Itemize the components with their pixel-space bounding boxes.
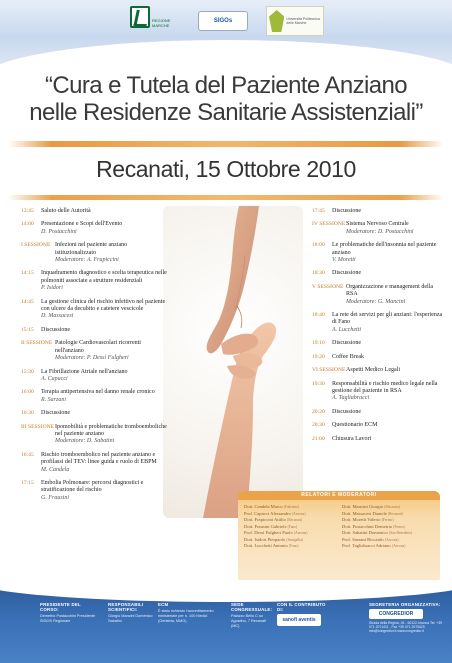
program-entry [21, 424, 169, 446]
program-entry [21, 340, 169, 362]
speaker-city: (Fano) [287, 524, 298, 529]
program-time: 18:40 [312, 312, 325, 319]
program-time: 15:15 [21, 326, 34, 333]
ecm-body: È stato richiesto l'accreditamento ministeriale per n. 100 Medici (Geriatria, MMG) [158, 609, 214, 623]
orange-divider-top [8, 141, 444, 147]
program-title: Terapia antipertensiva nel danno renale cronico [41, 389, 155, 396]
program-time: 20:30 [312, 422, 325, 429]
program-speaker: A. Capucci [41, 375, 68, 382]
presidente-body: Demetrio Postacchini Presidente SIGOS Regionale [40, 614, 96, 623]
responsabili-body: Giorgio Mancini Domenico Sabatini [108, 614, 153, 623]
program-title: Aspetti Medico Legali [346, 367, 400, 374]
program-time: 21:00 [312, 435, 325, 442]
footer-contributo [277, 602, 327, 626]
program-title: Questionario ECM [332, 422, 378, 429]
program-title: La gestione clinica del rischio infettivo nel paziente con ulcere da decubito e catetere vescicole [41, 298, 166, 313]
speakers-column-2 [342, 504, 434, 550]
program-time: IV SESSIONE [312, 221, 346, 228]
speaker-name: Dott. Sabatini Domenico [342, 530, 388, 535]
footer-responsabili [108, 602, 154, 624]
program-time: I SESSIONE [21, 242, 51, 249]
program-title: Embolia Polmonare: percorsi diagnostici e stratificazione del rischio [41, 479, 144, 494]
program-title: Rischio tromboembolico nel paziente anziano e profilassi del TEV: linee guida e ruolo di EBPM [41, 451, 157, 466]
sede-heading: SEDE CONGRESSUALE: [231, 602, 273, 612]
program-entry [312, 312, 446, 334]
speaker-city: (Macerata) [384, 505, 401, 509]
program-title: Inquadramento diagnostico e scelta terapeutica nelle polmoniti associate a strutture residenziali [41, 270, 167, 284]
program-time: 19:20 [312, 353, 325, 360]
program-title: Responsabilità e rischio medico legale nella gestione del paziente in RSA [332, 380, 438, 394]
program-entry [21, 452, 169, 474]
program-speaker: D. Massacesi [41, 313, 74, 320]
program-time: V SESSIONE [312, 283, 344, 290]
speaker-name: Dott. Massacesi Daniele [342, 510, 387, 516]
footer-banner [0, 590, 452, 663]
speaker-name: Prof. Capucci Alessandro [244, 510, 291, 516]
program-entry [312, 270, 446, 277]
program-title: Discussione [332, 408, 361, 415]
program-title: Coffee Break [332, 353, 365, 360]
footer-swoosh [0, 580, 452, 602]
speaker-name: Dott. Candela Marco [244, 504, 283, 509]
program-entry [312, 409, 446, 416]
program-entry [21, 208, 169, 215]
speaker-item [342, 543, 434, 550]
presidente-heading: PRESIDENTE DEL CORSO: [40, 602, 81, 612]
program-title: Presentazione e Scopi dell'Evento [41, 221, 123, 228]
program-title: La rete dei servizi per gli anziani: l'esperienza di Fano [332, 312, 443, 326]
holding-hands-photo [163, 206, 303, 518]
speaker-name: Dott. Frausini Gabriele [244, 523, 287, 529]
program-entry [312, 367, 446, 374]
program-title: Discussione [332, 270, 361, 277]
sigos-logo [198, 6, 248, 31]
program-title: Chiusura Lavori [332, 435, 372, 442]
program-title: Organizzazione e management della RSA [346, 283, 434, 298]
program-speaker: D. Postacchini [41, 228, 77, 235]
speaker-name: Dott. Postacchini Demetrio [342, 523, 393, 529]
speakers-box [238, 491, 440, 583]
speaker-name: Dott. Mancini Giorgio [342, 504, 384, 509]
program-left-column [21, 208, 169, 508]
program-speaker: A. Lucchetti [332, 326, 361, 333]
program-time: 14:00 [21, 221, 34, 228]
program-title: Discussione [332, 340, 361, 347]
regione-marche-emblem-icon [130, 6, 150, 28]
program-time: 17:15 [21, 479, 34, 486]
program-entry [312, 340, 446, 347]
program-title: Patologie Cardiovascolari ricorrenti nell'anziano [55, 340, 141, 354]
program-entry [312, 381, 446, 403]
program-entry [312, 284, 446, 306]
speaker-city: (Ancona) [384, 537, 399, 542]
title-line-1: “Cura e Tutela del Paziente Anziano [45, 72, 407, 99]
contributo-heading: CON IL CONTRIBUTO DI: [277, 602, 326, 612]
speaker-name: Dott. Moretti Valerio [342, 517, 381, 522]
footer-ecm [158, 602, 214, 623]
program-speaker: Moderatore: D. Postacchini [346, 228, 414, 235]
program-title: Discussione [41, 410, 70, 417]
program-time: 18:30 [312, 270, 325, 277]
program-speaker: M. Candela [41, 466, 70, 473]
speaker-city: (Fabriano) [283, 505, 299, 509]
program-speaker: Moderatore: D. Sabatini [55, 438, 115, 445]
program-entry [312, 221, 446, 236]
program-entry [21, 221, 169, 236]
speaker-name: Dott. Isidori Pierpaolo [244, 536, 286, 542]
congredior-logo: CONGREDIOR [369, 609, 423, 619]
university-text: Università Politecnica delle Marche [286, 17, 320, 25]
program-title: Sistema Nervoso Centrale [346, 221, 409, 228]
program-time: 20:20 [312, 408, 325, 415]
sede-body: Palazzo Bello C.so Agostino, 7 Recanati (MC) [231, 614, 267, 628]
speaker-city: (Recanati) [287, 518, 303, 522]
speaker-name: Dott. Frapiccini Attilio [244, 517, 286, 522]
program-title: Infezioni nel paziente anziano istituzionalizzato [55, 242, 128, 256]
footer-sede [231, 602, 271, 628]
program-title: Ipomobilità e problematiche tromboemboliche nel paziente anziano [55, 423, 167, 437]
program-time: 14:45 [21, 298, 34, 305]
program-time: 18:00 [312, 242, 325, 249]
speaker-city: (Fano) [288, 544, 299, 548]
program-time: 17:45 [312, 208, 325, 214]
speaker-name: Dott. Lucchetti Antonio [244, 543, 288, 548]
speaker-name: Prof. Tagliabracci Adriano [342, 543, 391, 548]
program-time: II SESSIONE [21, 340, 53, 347]
speaker-name: Prof. Sarzani Riccardo [342, 536, 384, 542]
program-entry [21, 410, 169, 417]
segreteria-body: Strada della Regina, 26 - 60122 Ancona Tel. +39 071 2071411 - Fax +39 071 2075629 info@congredior.it www.congredior.it [369, 621, 442, 634]
program-speaker: R. Sarzani [41, 396, 67, 403]
regione-marche-logo [130, 6, 180, 28]
program-time: 19:30 [312, 380, 325, 387]
program-time: 14:15 [21, 270, 34, 277]
program-entry [21, 327, 169, 334]
program-entry [312, 208, 446, 215]
header-banner [0, 0, 452, 68]
program-speaker: G. Frausini [41, 494, 70, 501]
orange-divider-bottom [8, 195, 444, 200]
program-entry [312, 354, 446, 361]
program-title: Discussione [41, 326, 70, 333]
speaker-city: (Senigallia) [286, 537, 304, 542]
program-entry [21, 299, 169, 321]
speaker-city: (Ancona) [391, 544, 406, 548]
program-entry [21, 369, 169, 384]
regione-marche-text: REGIONE MARCHE [152, 18, 171, 28]
program-entry [21, 389, 169, 404]
program-speaker: Moderatore: G. Mancini [346, 298, 406, 305]
university-logo [266, 6, 324, 36]
speaker-city: (Ancona) [293, 531, 308, 535]
program-time: 19:10 [312, 340, 325, 347]
speakers-heading: RELATORI E MODERATORI [238, 491, 440, 500]
speakers-column-1 [244, 504, 336, 550]
program-time: 16:45 [21, 451, 34, 458]
program-title: Le problematiche dell'insonnia nel paziente anziano [332, 242, 437, 256]
program-entry [312, 422, 446, 429]
program-title: La Fibrillazione Atriale nell'anziano [41, 368, 128, 375]
program-entry [312, 436, 446, 443]
speaker-name: Prof. Dessì Fulgheri Paolo [244, 530, 293, 535]
speaker-city: (Fermo) [381, 518, 394, 522]
segreteria-heading: SEGRETERIA ORGANIZZATIVA: [369, 602, 441, 607]
program-time: 13:45 [21, 208, 34, 214]
ecm-heading: ECM [158, 602, 169, 607]
program-time: 16:30 [21, 410, 34, 417]
program-time: III SESSIONE [21, 423, 55, 430]
responsabili-heading: RESPONSABILI SCIENTIFICI: [108, 602, 144, 612]
logo-row [130, 6, 324, 36]
university-emblem-icon [269, 10, 284, 32]
program-speaker: V. Moretti [332, 257, 356, 264]
sanofi-aventis-logo: sanofi aventis [277, 614, 321, 626]
speaker-city: (San Benedetto) [388, 531, 413, 535]
program-speaker: P. Isidori [41, 285, 63, 292]
program-time: 16:00 [21, 389, 34, 396]
event-date-location: Recanati, 15 Ottobre 2010 [96, 156, 356, 182]
title-line-2: nelle Residenze Sanitarie Assistenziali” [29, 99, 423, 126]
sigos-logo-text: SIGOs [198, 11, 248, 31]
program-entry [21, 270, 169, 292]
program-title: Discussione [332, 208, 361, 214]
program-time: 15:30 [21, 368, 34, 375]
program-speaker: A. Tagliabracci [332, 395, 370, 402]
speaker-city: (Recanati) [387, 511, 403, 516]
program-entry [21, 242, 169, 264]
program-speaker: Moderatore: P. Dessì Fulgheri [55, 355, 129, 362]
footer-segreteria [369, 602, 445, 634]
program-right-column [312, 208, 446, 449]
program-title: Saluto delle Autorità [41, 208, 91, 214]
speaker-city: (Fermo) [393, 524, 406, 529]
program-entry [312, 242, 446, 264]
speaker-item [244, 543, 336, 550]
program-speaker: Moderatore: A. Frapiccini [55, 257, 119, 264]
footer-presidente [40, 602, 96, 624]
speaker-city: (Ancona) [291, 511, 306, 516]
page-title [14, 72, 438, 126]
program-entry [21, 480, 169, 502]
program-time: VI SESSIONE [312, 367, 346, 374]
